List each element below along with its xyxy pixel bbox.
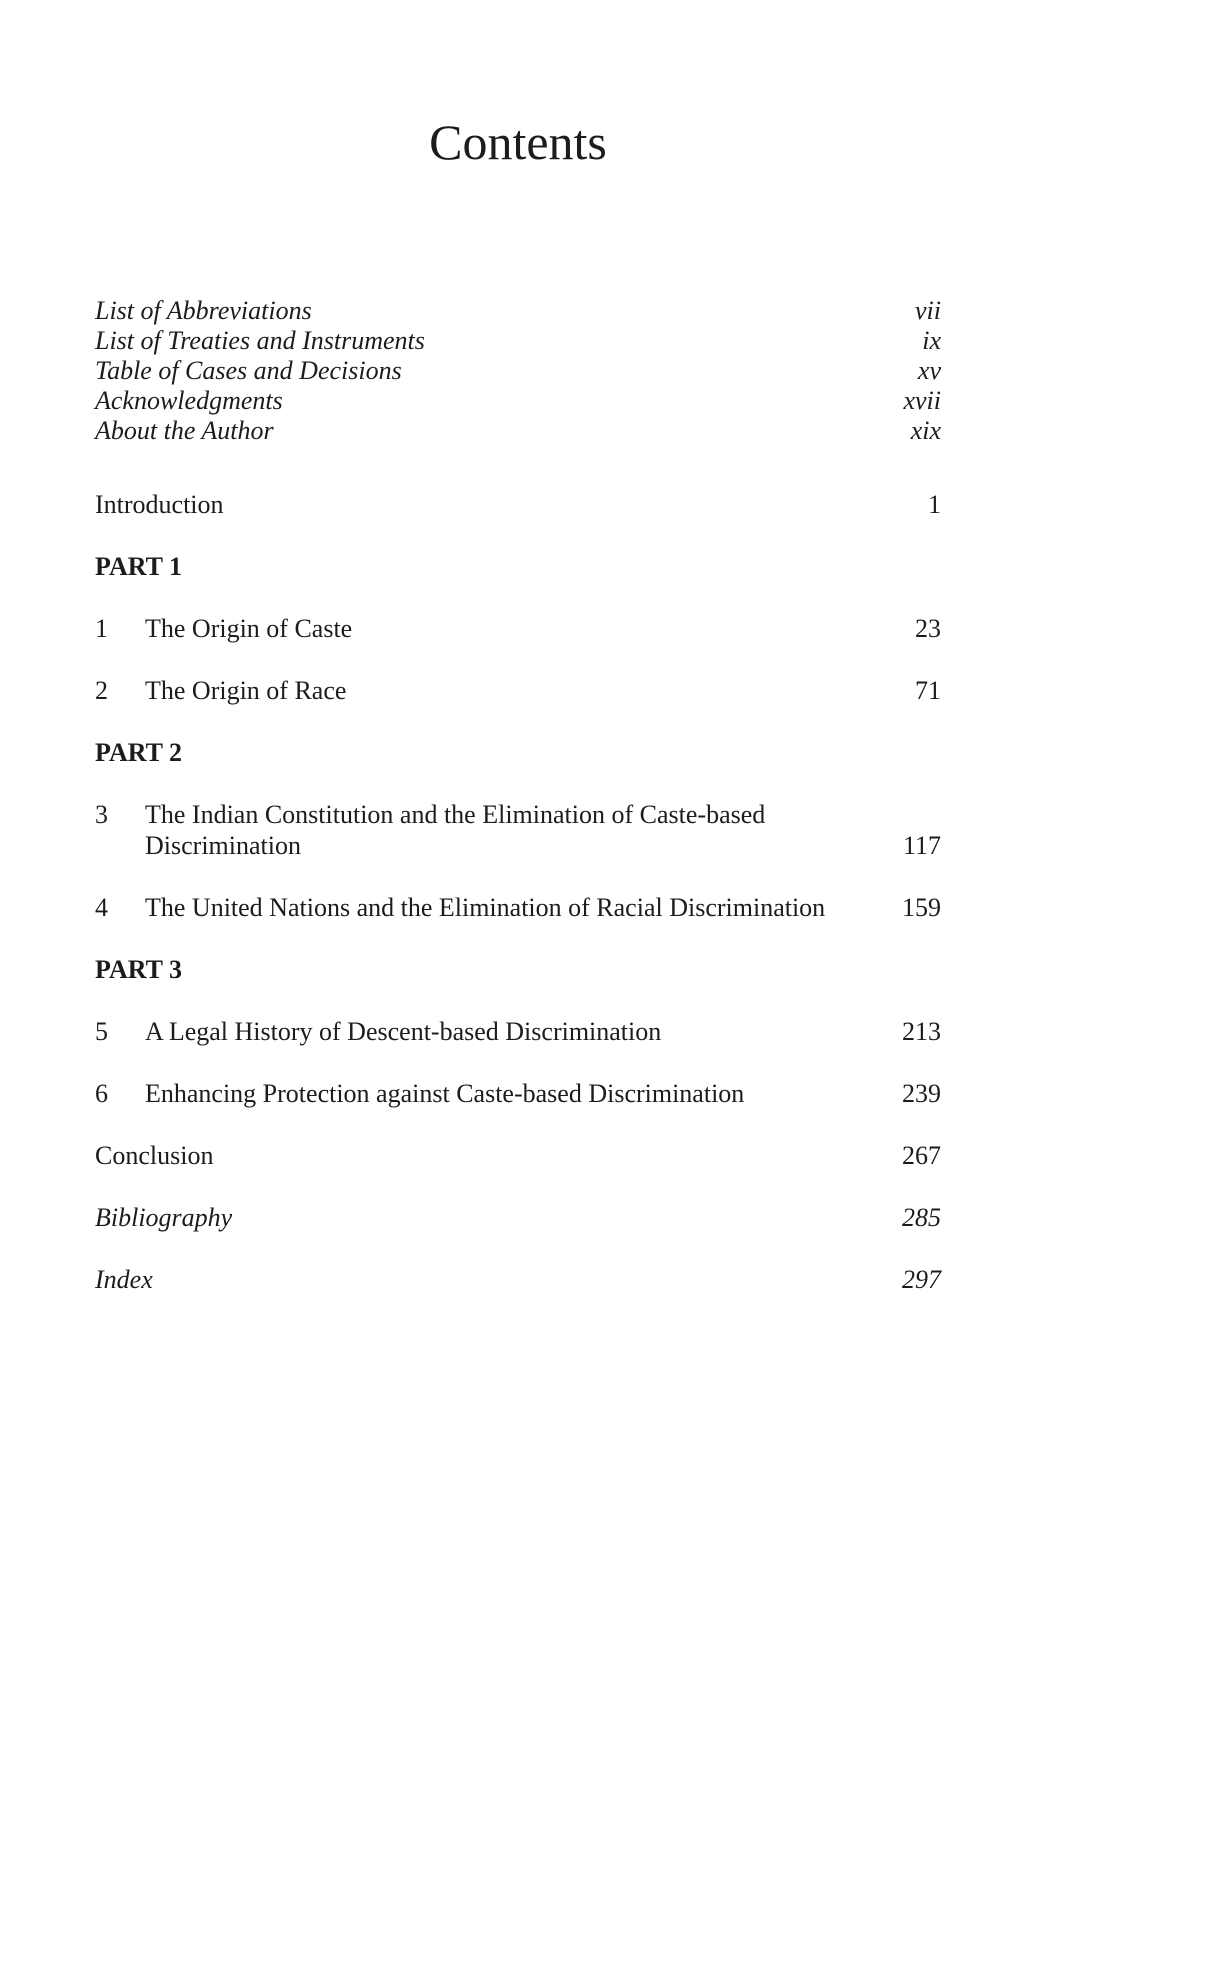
entry-page-number: xix — [910, 416, 941, 445]
toc-entry-list-of-treaties — [95, 326, 941, 356]
entry-page-number: 117 — [902, 831, 941, 860]
entry-page-number: 297 — [902, 1265, 941, 1294]
toc-entry-chapter-4 — [95, 892, 941, 923]
toc-entry-index — [95, 1264, 941, 1295]
entry-page-number: xv — [917, 356, 941, 385]
toc-entry-chapter-2 — [95, 675, 941, 706]
entry-label: Index — [95, 1265, 153, 1294]
toc-entry-table-of-cases — [95, 356, 941, 386]
toc-entry-list-of-abbreviations — [95, 296, 941, 326]
entry-label: Enhancing Protection against Caste-based Discrimination — [145, 1079, 745, 1108]
entry-page-number: 159 — [902, 893, 941, 922]
chapter-number: 3 — [95, 800, 108, 829]
toc-entry-chapter-5 — [95, 1016, 941, 1047]
entry-label: The United Nations and the Elimination of Racial Discrimination — [145, 893, 826, 922]
chapter-number: 2 — [95, 676, 108, 705]
entry-label: Conclusion — [95, 1141, 214, 1170]
entry-label: A Legal History of Descent-based Discrimination — [145, 1017, 662, 1046]
front-matter-list — [95, 296, 941, 446]
entry-page-number: ix — [922, 326, 941, 355]
entry-page-number: 285 — [902, 1203, 941, 1232]
toc-entry-chapter-6 — [95, 1078, 941, 1109]
page-title: Contents — [429, 114, 607, 170]
entry-page-number: xvii — [903, 386, 941, 415]
entry-page-number: 1 — [928, 490, 941, 519]
entry-label: Acknowledgments — [95, 386, 283, 415]
chapter-number: 6 — [95, 1079, 108, 1108]
entry-label: Table of Cases and Decisions — [95, 356, 402, 385]
part-1-heading: PART 1 — [95, 552, 182, 581]
toc-entry-chapter-1 — [95, 613, 941, 644]
entry-page-number: 23 — [915, 614, 941, 643]
entry-label: The Origin of Race — [145, 676, 347, 705]
toc-entry-bibliography — [95, 1202, 941, 1233]
entry-label: The Origin of Caste — [145, 614, 353, 643]
entry-label: About the Author — [95, 416, 274, 445]
entry-page-number: 213 — [902, 1017, 941, 1046]
toc-entry-chapter-3 — [95, 799, 941, 861]
entry-page-number: 71 — [915, 676, 941, 705]
entry-page-number: vii — [915, 296, 941, 325]
toc-entry-about-the-author — [95, 416, 941, 446]
entry-label: Bibliography — [95, 1203, 233, 1232]
entry-label: List of Abbreviations — [95, 296, 312, 325]
toc-entry-conclusion — [95, 1140, 941, 1171]
chapter-number: 5 — [95, 1017, 108, 1046]
part-2-heading: PART 2 — [95, 738, 182, 767]
entry-page-number: 239 — [902, 1079, 941, 1108]
toc-entry-acknowledgments — [95, 386, 941, 416]
chapter-number: 1 — [95, 614, 108, 643]
entry-page-number: 267 — [902, 1141, 941, 1170]
chapter-number: 4 — [95, 893, 108, 922]
part-3-heading: PART 3 — [95, 955, 182, 984]
toc-entry-introduction — [95, 489, 941, 520]
entry-label: The Indian Constitution and the Elimination of Caste-based Discrimination — [145, 800, 766, 860]
entry-label: List of Treaties and Instruments — [95, 326, 425, 355]
entry-label: Introduction — [95, 490, 224, 519]
contents-page — [95, 112, 941, 1295]
